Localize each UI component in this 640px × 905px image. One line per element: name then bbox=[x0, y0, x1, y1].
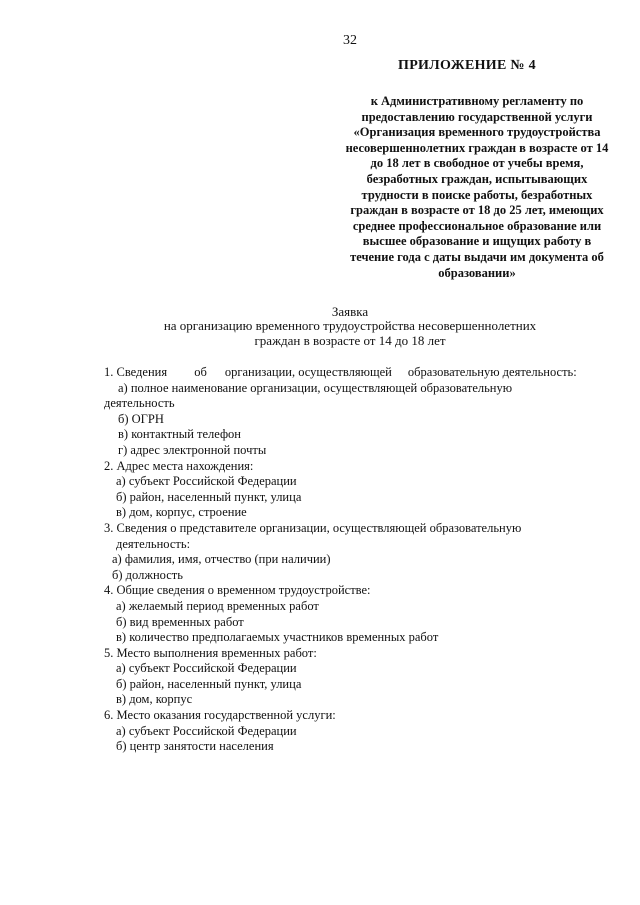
list-item: б) вид временных работ bbox=[116, 614, 244, 629]
list-item: а) субъект Российской Федерации bbox=[116, 661, 297, 676]
appendix-reference bbox=[332, 94, 622, 281]
request-subtitle bbox=[0, 318, 640, 348]
list-item: в) дом, корпус, строение bbox=[116, 505, 247, 520]
appendix-line: безработных граждан, испытывающих bbox=[366, 171, 588, 186]
list-item: г) адрес электронной почты bbox=[118, 442, 267, 457]
list-item-continuation: деятельность: bbox=[116, 536, 191, 551]
appendix-line: граждан в возрасте от 18 до 25 лет, имеющих bbox=[350, 203, 604, 218]
request-subtitle-line: граждан в возрасте от 14 до 18 лет bbox=[254, 333, 446, 348]
list-item: а) субъект Российской Федерации bbox=[116, 474, 297, 489]
section-1-word: организации, осуществляющей bbox=[224, 365, 392, 379]
appendix-line: высшее образование и ищущих работу в bbox=[362, 234, 592, 249]
appendix-line: трудности в поиске работы, безработных bbox=[361, 187, 593, 202]
section-4-heading: 4. Общие сведения о временном трудоустройстве: bbox=[104, 583, 371, 598]
section-5-heading: 5. Место выполнения временных работ: bbox=[104, 645, 317, 660]
section-1-word: 1. Сведения bbox=[104, 365, 168, 379]
request-title: Заявка bbox=[331, 304, 369, 319]
list-item: а) желаемый период временных работ bbox=[116, 598, 319, 613]
request-subtitle-line: на организацию временного трудоустройства несовершеннолетних bbox=[163, 318, 537, 333]
appendix-line: к Административному регламенту по bbox=[370, 94, 584, 108]
list-item: в) дом, корпус bbox=[116, 692, 193, 707]
request-items-list bbox=[104, 365, 604, 755]
appendix-line: течение года с даты выдачи им документа об bbox=[350, 249, 604, 264]
appendix-title: ПРИЛОЖЕНИЕ № 4 bbox=[398, 58, 536, 73]
section-6-heading: 6. Место оказания государственной услуги: bbox=[104, 708, 336, 723]
section-3-heading: 3. Сведения о представителе организации, осуществляющей образовательную bbox=[104, 520, 522, 535]
list-item: б) район, населенный пункт, улица bbox=[116, 676, 302, 691]
list-item: а) субъект Российской Федерации bbox=[116, 723, 297, 738]
list-item: б) центр занятости населения bbox=[116, 739, 274, 754]
list-item: б) ОГРН bbox=[118, 411, 164, 426]
appendix-line: предоставлению государственной услуги bbox=[361, 109, 593, 124]
list-item: а) полное наименование организации, осуществляющей образовательную bbox=[118, 380, 513, 395]
appendix-line: «Организация временного трудоустройства bbox=[353, 125, 601, 140]
appendix-line: образовании» bbox=[438, 265, 516, 280]
list-item: а) фамилия, имя, отчество (при наличии) bbox=[112, 552, 331, 567]
section-1-heading bbox=[104, 365, 604, 381]
page-number: 32 bbox=[343, 33, 357, 48]
list-item-continuation: деятельность bbox=[104, 396, 175, 411]
list-item: в) количество предполагаемых участников временных работ bbox=[116, 630, 439, 645]
appendix-line: несовершеннолетних граждан в возрасте от 14 bbox=[345, 140, 609, 155]
section-1-word: об bbox=[194, 365, 207, 379]
list-item: б) должность bbox=[112, 567, 183, 582]
section-1-word: образовательную деятельность: bbox=[407, 365, 577, 379]
section-2-heading: 2. Адрес места нахождения: bbox=[104, 458, 254, 473]
appendix-line: до 18 лет в свободное от учебы время, bbox=[370, 156, 584, 171]
list-item: б) район, населенный пункт, улица bbox=[116, 489, 302, 504]
appendix-line: среднее профессиональное образование или bbox=[352, 218, 602, 233]
list-item: в) контактный телефон bbox=[118, 427, 241, 442]
